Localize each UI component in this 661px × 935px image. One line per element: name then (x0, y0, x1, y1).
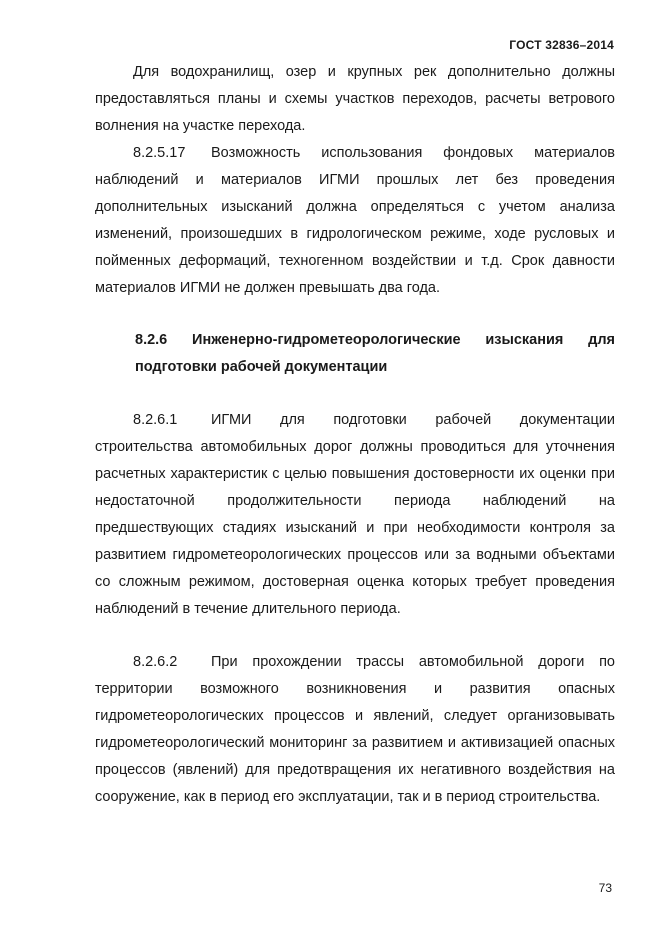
clause-text: При прохождении трассы автомобильной дороги по территории возможного возникновения и развития опасных гидрометеорологических процессов и явлений, следует организовывать гидрометеорологический мониторинг за развитием и активизацией опасных процессов (явлений) для предотвращения их негативного воздействия на сооружение, как в период его эксплуатации, так и в период строительства. (95, 654, 615, 805)
paragraph-8-2-6-2 (95, 649, 615, 811)
page-number: 73 (598, 881, 612, 895)
clause-number: 8.2.6.2 (133, 654, 178, 670)
document-header: ГОСТ 32836–2014 (509, 38, 614, 52)
document-body (95, 0, 615, 935)
clause-number: 8.2.5.17 (133, 145, 186, 161)
paragraph-8-2-5-17 (95, 140, 615, 302)
clause-number: 8.2.6.1 (133, 412, 178, 428)
paragraph-1: Для водохранилищ, озер и крупных рек дополнительно должны предоставляться планы и схемы участков переходов, расчеты ветрового волнения на участке перехода. (95, 64, 615, 134)
clause-text: ИГМИ для подготовки рабочей документации строительства автомобильных дорог должны проводиться для уточнения расчетных характеристик с целью повышения достоверности их оценки при недостаточной продолжительности периода наблюдений на предшествующих стадиях изысканий и при необходимости контроля за развитием гидрометеорологических процессов или за водными объектами со сложным режимом, достоверная оценка которых требует проведения наблюдений в течение длительного периода. (95, 412, 615, 617)
section-heading: 8.2.6 Инженерно-гидрометеорологические изыскания для подготовки рабочей документации (135, 332, 615, 375)
paragraph-8-2-6-1 (95, 407, 615, 623)
clause-text: Возможность использования фондовых материалов наблюдений и материалов ИГМИ прошлых лет без проведения дополнительных изысканий должна определяться с учетом анализа изменений, произошедших в гидрологическом режиме, ходе русловых и пойменных деформаций, техногенном воздействии и т.д. Срок давности материалов ИГМИ не должен превышать два года. (95, 145, 615, 296)
